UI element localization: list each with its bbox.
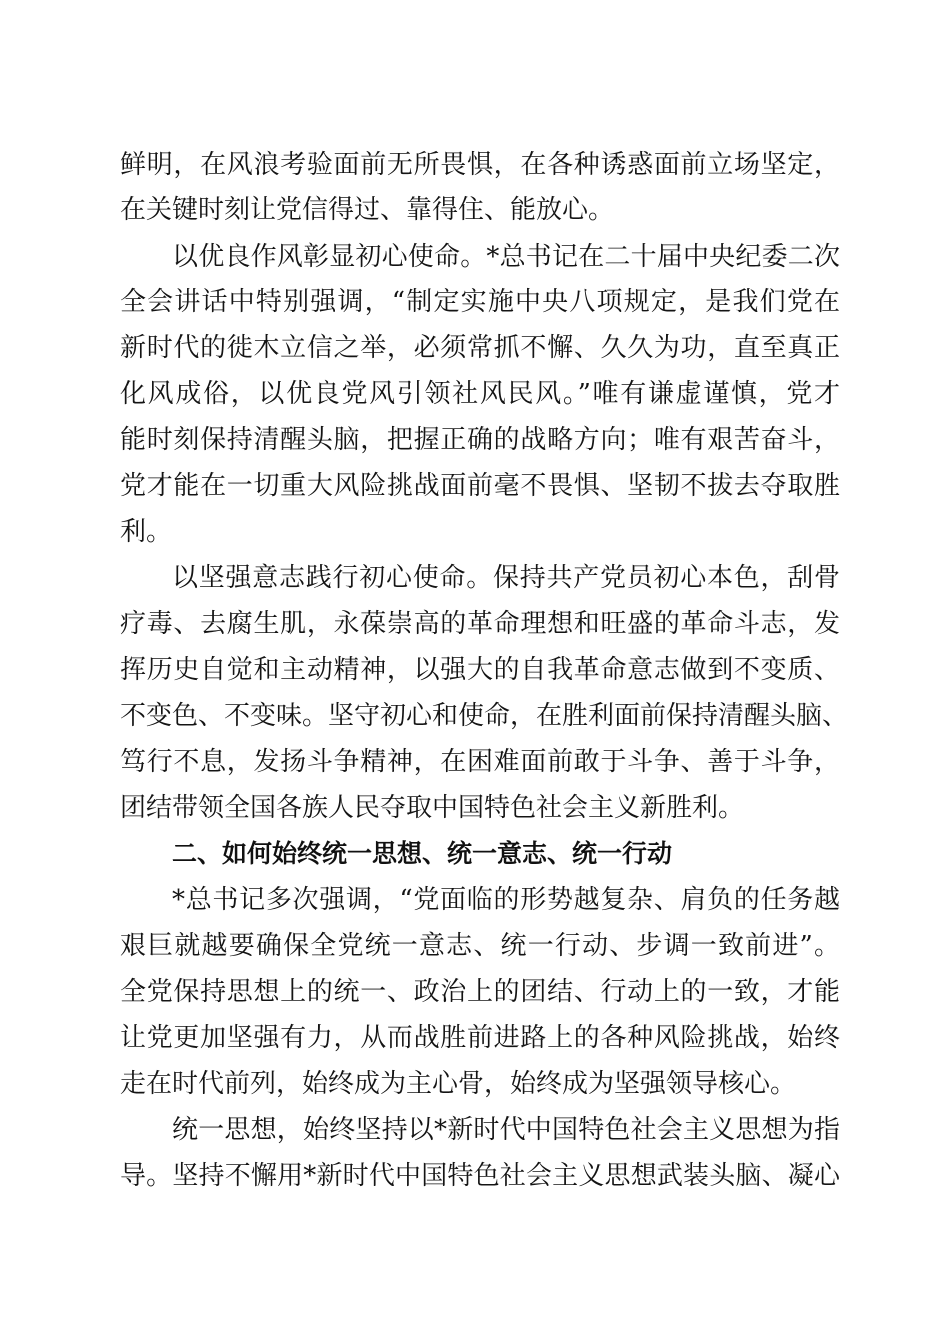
paragraph-line: 走在时代前列，始终成为主心骨，始终成为坚强领导核心。 bbox=[120, 1069, 797, 1099]
paragraph-line: 化风成俗，以优良党风引领社风民风。”唯有谦虚谨慎，党才 bbox=[120, 379, 840, 409]
paragraph-line: 新时代的徙木立信之举，必须常抓不懈、久久为功，直至真正 bbox=[120, 333, 840, 363]
paragraph-line: 挥历史自觉和主动精神，以强大的自我革命意志做到不变质、 bbox=[120, 655, 840, 685]
paragraph-line: 不变色、不变味。坚守初心和使命，在胜利面前保持清醒头脑、 bbox=[120, 701, 849, 731]
paragraph-line: 在关键时刻让党信得过、靠得住、能放心。 bbox=[120, 195, 615, 225]
paragraph-line: 能时刻保持清醒头脑，把握正确的战略方向；唯有艰苦奋斗， bbox=[120, 425, 840, 455]
paragraph-line: 鲜明，在风浪考验面前无所畏惧，在各种诱惑面前立场坚定， bbox=[120, 150, 840, 180]
paragraph-line: 全会讲话中特别强调，“制定实施中央八项规定，是我们党在 bbox=[120, 287, 840, 317]
section-heading: 二、如何始终统一思想、统一意志、统一行动 bbox=[172, 839, 673, 868]
paragraph-line: *总书记多次强调，“党面临的形势越复杂、肩负的任务越 bbox=[172, 885, 840, 915]
paragraph-line: 统一思想，始终坚持以*新时代中国特色社会主义思想为指 bbox=[172, 1115, 840, 1145]
paragraph-line: 党才能在一切重大风险挑战面前毫不畏惧、坚韧不拔去夺取胜 bbox=[120, 471, 840, 501]
paragraph-line: 疗毒、去腐生肌，永葆崇高的革命理想和旺盛的革命斗志，发 bbox=[120, 609, 840, 639]
paragraph-line: 让党更加坚强有力，从而战胜前进路上的各种风险挑战，始终 bbox=[120, 1023, 840, 1053]
paragraph-line: 笃行不息，发扬斗争精神，在困难面前敢于斗争、善于斗争， bbox=[120, 747, 840, 777]
paragraph-line: 以坚强意志践行初心使命。保持共产党员初心本色，刮骨 bbox=[172, 563, 840, 593]
paragraph-line: 艰巨就越要确保全党统一意志、统一行动、步调一致前进”。 bbox=[120, 931, 840, 961]
paragraph-line: 导。坚持不懈用*新时代中国特色社会主义思想武装头脑、凝心 bbox=[120, 1161, 840, 1191]
paragraph-line: 以优良作风彰显初心使命。*总书记在二十届中央纪委二次 bbox=[172, 242, 840, 272]
paragraph-line: 全党保持思想上的统一、政治上的团结、行动上的一致，才能 bbox=[120, 977, 840, 1007]
paragraph-line: 团结带领全国各族人民夺取中国特色社会主义新胜利。 bbox=[120, 793, 745, 823]
paragraph-line: 利。 bbox=[120, 517, 173, 547]
